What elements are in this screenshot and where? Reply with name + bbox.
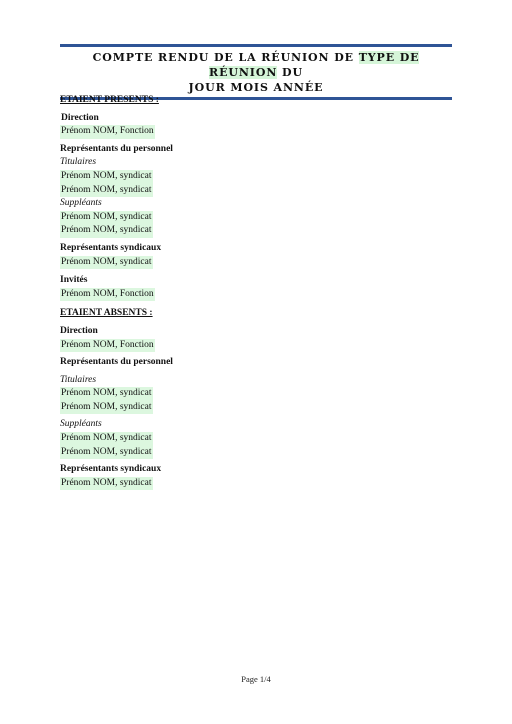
presents-titulaire-2[interactable]: Prénom NOM, syndicat (60, 184, 153, 198)
presents-guests-label: Invités (60, 275, 88, 286)
attendance-content (60, 94, 452, 490)
absents-heading: ETAIENT ABSENTS : (60, 308, 153, 319)
presents-titulaire-1[interactable]: Prénom NOM, syndicat (60, 170, 153, 184)
presents-heading: ETAIENT PRESENTS : (60, 95, 159, 105)
presents-direction-value[interactable]: Prénom NOM, Fonction (60, 125, 155, 139)
title-suffix: DU (277, 66, 303, 79)
absents-suppleants-label: Suppléants (60, 419, 102, 430)
absents-direction-value[interactable]: Prénom NOM, Fonction (60, 339, 155, 353)
presents-guests-value[interactable]: Prénom NOM, Fonction (60, 288, 155, 302)
absents-direction-label: Direction (60, 325, 98, 336)
document-title (60, 44, 452, 100)
absents-staff-label: Représentants du personnel (60, 357, 173, 368)
absents-suppleant-2[interactable]: Prénom NOM, syndicat (60, 446, 153, 460)
title-prefix: COMPTE RENDU DE LA RÉUNION DE (92, 51, 359, 64)
absents-titulaire-2[interactable]: Prénom NOM, syndicat (60, 401, 153, 415)
absents-titulaires-label: Titulaires (60, 374, 97, 385)
presents-suppleants-label: Suppléants (60, 198, 102, 209)
title-line-1 (60, 50, 452, 80)
presents-staff-label: Représentants du personnel (60, 143, 173, 154)
absents-titulaire-1[interactable]: Prénom NOM, syndicat (60, 387, 153, 401)
absents-union-value[interactable]: Prénom NOM, syndicat (60, 477, 153, 491)
title-line-2: JOUR MOIS ANNÉE (188, 81, 324, 94)
presents-suppleant-1[interactable]: Prénom NOM, syndicat (60, 211, 153, 225)
presents-titulaires-label: Titulaires (60, 157, 97, 168)
presents-union-label: Représentants syndicaux (60, 242, 162, 253)
presents-union-value[interactable]: Prénom NOM, syndicat (60, 256, 153, 270)
page-number: Page 1/4 (241, 674, 271, 684)
presents-direction-label: Direction (61, 112, 99, 123)
absents-union-label: Représentants syndicaux (60, 464, 162, 475)
absents-suppleant-1[interactable]: Prénom NOM, syndicat (60, 432, 153, 446)
meeting-type-field[interactable]: TYPE DE RÉUNION (209, 51, 420, 79)
presents-suppleant-2[interactable]: Prénom NOM, syndicat (60, 224, 153, 238)
